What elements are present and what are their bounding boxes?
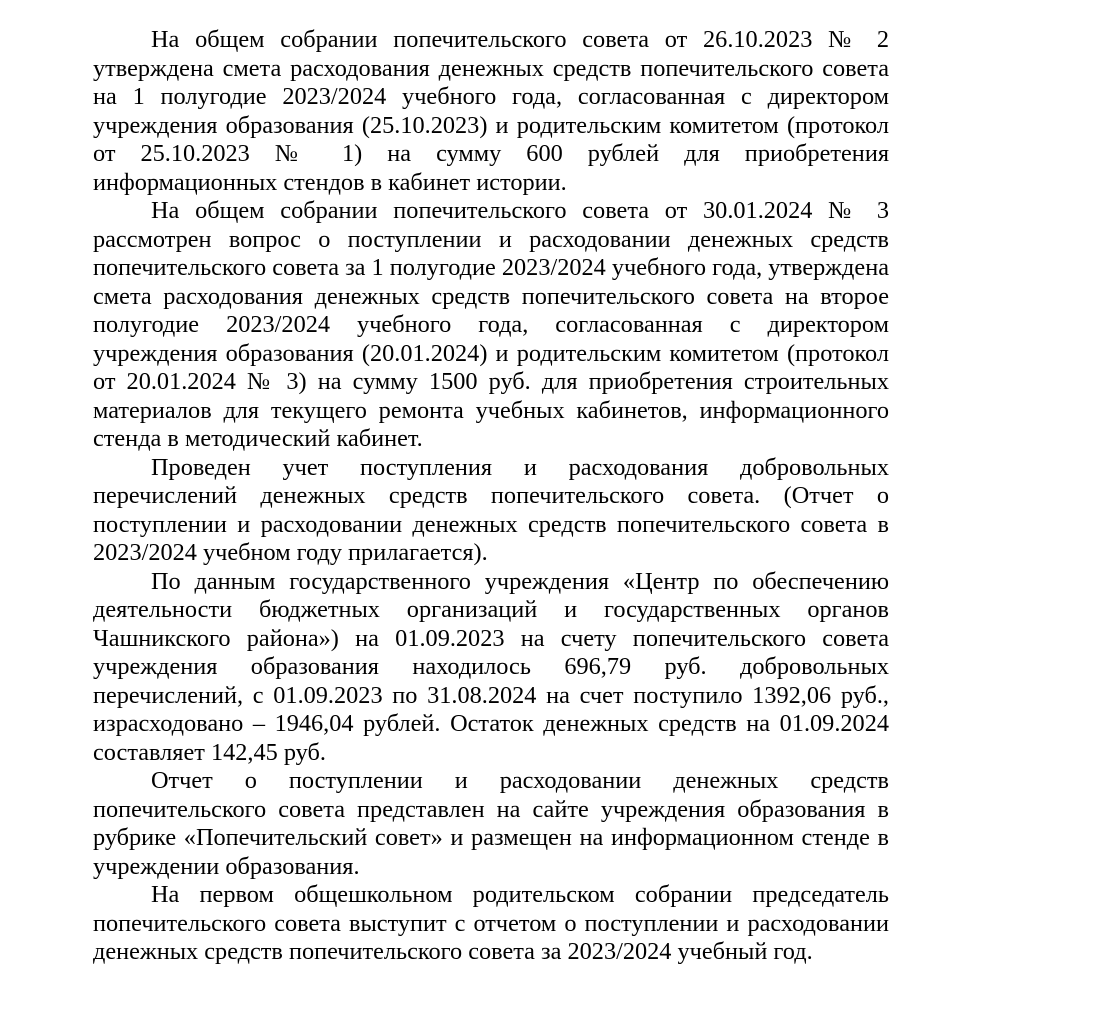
document-page [93, 26, 889, 967]
paragraph-3: Проведен учет поступления и расходования добровольных перечислений денежных средств попечительского совета. (Отчет о поступлении и расходовании денежных средств попечительского совета в 2023/2024 учебном году прилагается). [93, 453, 889, 566]
paragraph-6: На первом общешкольном родительском собрании председатель попечительского совета выступит с отчетом о поступлении и расходовании денежных средств попечительского совета за 2023/2024 учебный год. [93, 881, 889, 965]
paragraph-1: На общем собрании попечительского совета от 26.10.2023 № 2 утверждена смета расходования денежных средств попечительского совета на 1 полугодие 2023/2024 учебного года, согласованная с директором учреждения образования (25.10.2023) и родительским комитетом (протокол от 25.10.2023 № 1) на сумму 600 рублей для приобретения информационных стендов в кабинет истории. [93, 26, 889, 196]
paragraph-4: По данным государственного учреждения «Центр по обеспечению деятельности бюджетных организаций и государственных органов Чашникского района») на 01.09.2023 на счету попечительского совета учреждения образования находилось 696,79 руб. добровольных перечислений, с 01.09.2023 по 31.08.2024 на счет поступило 1392,06 руб., израсходовано – 1946,04 рублей. Остаток денежных средств на 01.09.2024 составляет 142,45 руб. [93, 567, 889, 766]
paragraph-5: Отчет о поступлении и расходовании денежных средств попечительского совета представлен на сайте учреждения образования в рубрике «Попечительский совет» и размещен на информационном стенде в учреждении образования. [93, 767, 889, 880]
paragraph-2: На общем собрании попечительского совета от 30.01.2024 № 3 рассмотрен вопрос о поступлении и расходовании денежных средств попечительского совета за 1 полугодие 2023/2024 учебного года, утверждена смета расходования денежных средств попечительского совета на второе полугодие 2023/2024 учебного года, согласованная с директором учреждения образования (20.01.2024) и родительским комитетом (протокол от 20.01.2024 № 3) на сумму 1500 руб. для приобретения строительных материалов для текущего ремонта учебных кабинетов, информационного стенда в методический кабинет. [93, 197, 889, 452]
